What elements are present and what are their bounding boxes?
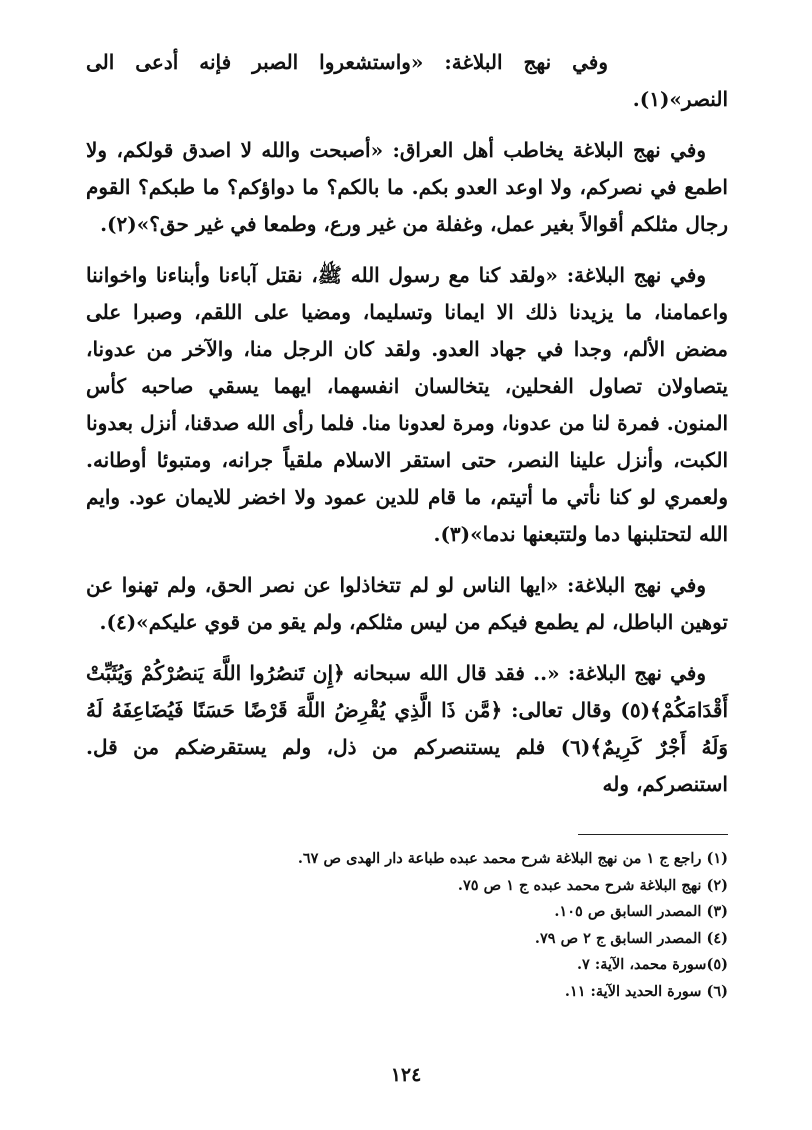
footnote-5: (٥)سورة محمد، الآية: ٧.	[576, 956, 728, 973]
footnote-4: (٤) المصدر السابق ج ٢ ص ٧٩.	[534, 929, 728, 947]
page-number: ١٢٤	[390, 1064, 422, 1086]
paragraph-5: وفي نهج البلاغة: «.. فقد قال الله سبحانه ﴿إِن تَنصُرُوا اللَّهَ يَنصُرْكُمْ وَيُثَبِّتْ أَقْدَامَكُمْ﴾(٥) وقال تعالى: ﴿مَّن ذَا الَّذِي يُقْرِضُ اللَّهَ قَرْضًا حَسَنًا فَيُضَاعِفَهُ لَهُ وَلَهُ أَجْرٌ كَرِيمٌ﴾(٦) فلم يستنصركم من ذل، ولم يستقرضكم من قل. استنصركم، وله	[86, 661, 728, 796]
footnote-3: (٣) المصدر السابق ص ١٠٥.	[554, 903, 728, 920]
footnote-divider	[578, 834, 728, 835]
footnote-1: (١) راجع ج ١ من نهج البلاغة شرح محمد عبده طباعة دار الهدى ص ٦٧.	[297, 850, 728, 867]
paragraph-1: وفي نهج البلاغة: «واستشعروا الصبر فإنه أدعى الى النصر»(١).	[86, 50, 728, 111]
footnote-2: (٢) نهج البلاغة شرح محمد عبده ج ١ ص ٧٥.	[457, 876, 728, 894]
paragraph-2: وفي نهج البلاغة يخاطب أهل العراق: «أصبحت والله لا اصدق قولكم، ولا اطمع في نصركم، ولا اوعد العدو بكم. ما بالكم؟ ما دواؤكم؟ ما طبكم؟ القوم رجال مثلكم أقوالاً بغير عمل، وغفلة من غير ورع، وطمعا في غير حق؟»(٢).	[86, 138, 728, 236]
paragraph-3: وفي نهج البلاغة: «ولقد كنا مع رسول الله ﷺ، نقتل آباءنا وأبناءنا واخواننا واعمامنا، ما يزيدنا ذلك الا ايمانا وتسليما، ومضيا على اللقم، وصبرا على مضض الألم، وجدا في جهاد العدو. ولقد كان الرجل منا، والآخر من عدونا، يتصاولان تصاول الفحلين، يتخالسان انفسهما، ايهما يسقي صاحبه كأس المنون. فمرة لنا من عدونا، ومرة لعدونا منا. فلما رأى الله صدقنا، أنزل بعدونا الكبت، وأنزل علينا النصر، حتى استقر الاسلام ملقياً جرانه، ومتبوئا أوطانه. ولعمري لو كنا نأتي ما أتيتم، ما قام للدين عمود ولا اخضر للايمان عود. وايم الله لتحتلبنها دما ولتتبعنها ندما»(٣).	[86, 263, 728, 546]
main-text	[86, 44, 728, 817]
footnotes-list	[86, 846, 728, 1005]
paragraph-4: وفي نهج البلاغة: «ايها الناس لو لم تتخاذلوا عن نصر الحق، ولم تهنوا عن توهين الباطل، لم يطمع فيكم من ليس مثلكم، ولم يقو من قوي عليكم»(٤).	[86, 573, 728, 634]
footnote-6: (٦) سورة الحديد الآية: ١١.	[564, 982, 728, 1000]
